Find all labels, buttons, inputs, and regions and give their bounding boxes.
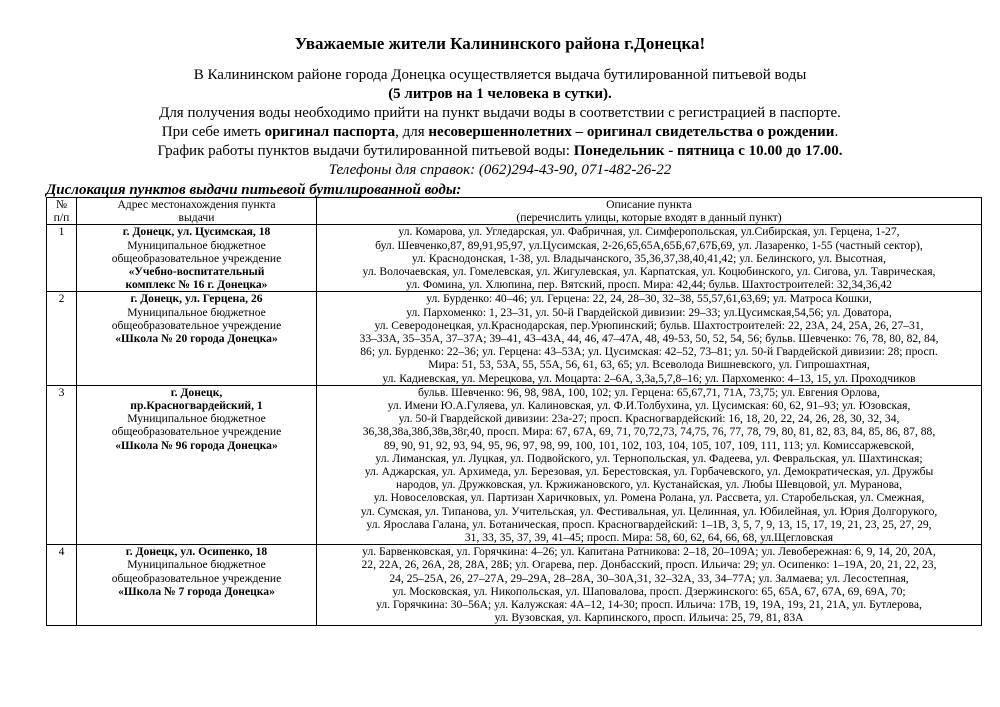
points-table bbox=[46, 197, 982, 626]
description-line: ул. Краснодонская, 1-38, ул. Владычанского, 35,36,37,38,40,41,42; ул. Белинского, ул. Высотная, bbox=[411, 251, 887, 265]
address-line: «Школа № 96 города Донецка» bbox=[115, 438, 278, 452]
row-number: 4 bbox=[47, 545, 77, 625]
address-line: г. Донецк, ул. Цусимская, 18 bbox=[122, 225, 271, 239]
description-line: 89, 90, 91, 92, 93, 94, 95, 96, 97, 98, 99, 100, 101, 102, 103, 104, 105, 107, 109, 111, 113; ул. Комиссаржевской, bbox=[383, 438, 915, 452]
address-line: «Учебно-воспитательный bbox=[128, 265, 265, 279]
description-line: ул. Горячкина: 30–56А; ул. Калужская: 4А–12, 14-30; просп. Ильича: 17В, 19, 19А, 19з, 21, 21А, ул. Бутлерова, bbox=[376, 598, 922, 612]
address-line: «Школа № 20 города Донецка» bbox=[115, 332, 278, 346]
row-description bbox=[317, 385, 982, 544]
row-description bbox=[317, 225, 982, 292]
page-title: Уважаемые жители Калининского района г.Донецка! bbox=[294, 34, 706, 53]
description-line: ул. Сумская, ул. Типанова, ул. Учительская, ул. Фестивальная, ул. Целинная, ул. Юбилейная, ул. Юрия Долгорукого, bbox=[360, 504, 938, 518]
description-line: 33–33А, 35–35А, 37–37А; 39–41, 43–43А, 44, 46, 47–47А, 48, 49-53, 50, 52, 54, 56; бульв. Шевченко: 76, 78, 80, 82, 84, bbox=[359, 332, 939, 346]
description-line: 22, 22А, 26, 26А, 28, 28А, 28Б; ул. Огарева, пер. Донбасский, просп. Ильича: 29; ул. Осипенко: 1–19А, 20, 21, 22, 23, bbox=[361, 558, 937, 572]
table-row bbox=[47, 225, 982, 292]
intro-l4a: При себе иметь bbox=[161, 124, 265, 140]
table-subtitle: Дислокация пунктов выдачи питьевой бутилированной воды: bbox=[46, 182, 462, 198]
address-line: «Школа № 7 города Донецка» bbox=[118, 584, 275, 598]
description-line: ул. Новоселовская, ул. Партизан Хаpичковых, ул. Ромена Ролана, ул. Рассвета, ул. Старобельская, ул. Смежная, bbox=[373, 491, 925, 505]
description-line: ул. Кадиевская, ул. Мерецкова, ул. Моцарта: 2–6А, 3,3а,5,7,8–16; ул. Пархоменко: 4–13, 15, ул. Проходчиков bbox=[382, 371, 916, 385]
intro-l4d: несовершеннолетних – оригинал свидетельства о рождении bbox=[428, 124, 835, 140]
row-address bbox=[77, 545, 317, 625]
intro-l4e: . bbox=[834, 124, 839, 140]
header-desc bbox=[317, 198, 982, 225]
description-line: 31, 33, 35, 37, 39, 41–45; просп. Мира: 58, 60, 62, 64, 66, 68, ул.Щегловская bbox=[464, 531, 834, 545]
description-line: ул. Волочаевская, ул. Гомелевская, ул. Жигулевская, ул. Карпатская, ул. Коцюбинского, ул. Сигова, ул. Таврическая, bbox=[362, 265, 936, 279]
row-address bbox=[77, 225, 317, 292]
description-line: ул. Фомина, ул. Хлюпина, пер. Вятский, просп. Мира: 42,44; бульв. Шахтостроителей: 32,34,36,42 bbox=[406, 278, 892, 292]
description-line: бул. Шевченко,87, 89,91,95,97, ул.Цусимская, 2-26,65,65А,65Б,67,67Б,69, ул. Лазаренко, 1-55 (частный сектор), bbox=[375, 238, 923, 252]
description-line: ул. Имени Ю.А.Гуляева, ул. Калиновская, ул. Ф.И.Толбухина, ул. Цусимская: 60, 62, 91–93; ул. Юзовская, bbox=[387, 399, 911, 413]
table-row bbox=[47, 545, 982, 625]
description-line: ул. Ярослава Галана, ул. Ботаническая, просп. Красногвардейский: 1–1В, 3, 5, 7, 9, 13, 15, 17, 19, 21, 23, 25, 27, 29, bbox=[366, 517, 932, 531]
description-line: ул. Пархоменко: 1, 23–31, ул. 50-й Гвардейской дивизии: 29–33; ул.Цусимская,54,56; ул. Доватора, bbox=[406, 305, 892, 319]
address-line: комплекс № 16 г. Донецка» bbox=[125, 278, 268, 292]
intro-l5a: График работы пунктов выдачи бутилированной питьевой воды: bbox=[157, 143, 574, 159]
address-line: общеобразовательное учреждение bbox=[111, 571, 282, 585]
row-number: 1 bbox=[47, 225, 77, 292]
address-line: г. Донецк, bbox=[170, 385, 223, 399]
header-num-1: № bbox=[55, 198, 68, 211]
table-row bbox=[47, 292, 982, 385]
header-addr bbox=[77, 198, 317, 225]
row-description bbox=[317, 545, 982, 625]
intro-l4c: , для bbox=[395, 124, 429, 140]
description-line: ул. Барвенковская, ул. Горячкина: 4–26; ул. Капитана Ратникова: 2–18, 20–109А; ул. Левобережная: 6, 9, 14, 20, 20А, bbox=[362, 545, 936, 559]
address-line: общеобразовательное учреждение bbox=[111, 425, 282, 439]
intro-block bbox=[0, 66, 1000, 180]
description-line: ул. Северодонецкая, ул.Краснодарская, пер.Урюпинский; бульв. Шахтостроителей: 22, 23А, 24, 25А, 26, 27–31, bbox=[374, 318, 924, 332]
address-line: Муниципальное бюджетное bbox=[127, 412, 266, 426]
phones-line: Телефоны для справок: (062)294-43-90, 071-482-26-22 bbox=[328, 162, 672, 178]
address-line: Муниципальное бюджетное bbox=[127, 238, 266, 252]
intro-l4b: оригинал паспорта bbox=[264, 124, 396, 140]
intro-line-5 bbox=[0, 142, 1000, 161]
header-desc-2: (перечислить улицы, которые входят в данный пункт) bbox=[516, 211, 782, 225]
row-description bbox=[317, 292, 982, 385]
address-line: общеобразовательное учреждение bbox=[111, 318, 282, 332]
description-line: Мира: 51, 53, 53А, 55, 55А, 56, 61, 63, 65; ул. Всеволода Вишневского, ул. Гипрошахтная, bbox=[428, 358, 870, 372]
intro-line-3: Для получения воды необходимо прийти на пункт выдачи воды в соответствии с регистрацией в паспорте. bbox=[159, 105, 841, 121]
description-line: 36,38,38а,38б,38в,38г,40, просп. Мира: 67, 67А, 69, 71, 70,72,73, 74,75, 76, 77, 78, 79, 80, 81, 82, 83, 84, 85, 86, 87, 88, bbox=[362, 425, 936, 439]
description-line: ул. Бурденко: 40–46; ул. Герцена: 22, 24, 28–30, 32–38, 55,57,61,63,69; ул. Матроса Кошки, bbox=[426, 292, 872, 306]
address-line: г. Донецк, ул. Осипенко, 18 bbox=[125, 545, 268, 559]
row-address bbox=[77, 385, 317, 544]
description-line: ул. Аджарская, ул. Архимеда, ул. Березовая, ул. Берестовская, ул. Горбачевского, ул. Демократическая, ул. Дружбы bbox=[364, 465, 934, 479]
header-num-2: п/п bbox=[53, 211, 70, 225]
description-line: ул. Вузовская, ул. Карпинского, просп. Ильича: 25, 79, 81, 83А bbox=[494, 611, 804, 625]
header-num bbox=[47, 198, 77, 225]
description-line: 86; ул. Бурденко: 22–36; ул. Герцена: 43–53А; ул. Цусимская: 42–52, 73–81; ул. 50-й Гвардейской дивизии: 28; просп. bbox=[360, 345, 938, 359]
description-line: ул. Комарова, ул. Угледарская, ул. Фабричная, ул. Симферопольская, ул.Сибирская, ул. Герцена, 1-27, bbox=[398, 225, 900, 239]
intro-line-2: (5 литров на 1 человека в сутки). bbox=[388, 86, 612, 102]
intro-l5b: Понедельник - пятница с 10.00 до 17.00. bbox=[573, 143, 843, 159]
address-line: г. Донецк, ул. Герцена, 26 bbox=[130, 292, 263, 306]
table-header-row bbox=[47, 198, 982, 225]
row-number: 2 bbox=[47, 292, 77, 385]
row-address bbox=[77, 292, 317, 385]
address-line: Муниципальное бюджетное bbox=[127, 305, 266, 319]
row-number: 3 bbox=[47, 385, 77, 544]
description-line: ул. Лиманская, ул. Луцкая, ул. Подвойского, ул. Тернопольская, ул. Фадеева, ул. Февральская, ул. Шахтинская; bbox=[375, 451, 923, 465]
header-desc-1: Описание пункта bbox=[606, 198, 692, 211]
intro-line-1: В Калининском районе города Донецка осуществляется выдача бутилированной питьевой воды bbox=[193, 67, 807, 83]
header-addr-2: выдачи bbox=[178, 211, 215, 225]
header-addr-1: Адрес местонахождения пункта bbox=[117, 198, 276, 211]
address-line: общеобразовательное учреждение bbox=[111, 251, 282, 265]
address-line: пр.Красногвардейский, 1 bbox=[130, 399, 263, 413]
address-line: Муниципальное бюджетное bbox=[127, 558, 266, 572]
description-line: бульв. Шевченко: 96, 98, 98А, 100, 102; ул. Герцена: 65,67,71, 71А, 73,75; ул. Евгения Орлова, bbox=[418, 385, 880, 399]
table-row bbox=[47, 385, 982, 544]
intro-line-4 bbox=[0, 123, 1000, 142]
description-line: ул. Московская, ул. Никопольская, ул. Шаповалова, просп. Дзержинского: 65, 65А, 67, 67А, 69, 69А, 70; bbox=[392, 584, 906, 598]
description-line: ул. 50-й Гвардейской дивизии: 23а-27; просп. Красногвардейский: 16, 18, 20, 22, 24, 26, 28, 30, 32, 34, bbox=[398, 412, 900, 426]
description-line: народов, ул. Дружковская, ул. Кржижановского, ул. Кустанайская, ул. Любы Шевцовой, ул. Муранова, bbox=[396, 478, 902, 492]
description-line: 24, 25–25А, 26, 27–27А, 29–29А, 28–28А, 30–30А,31, 32–32А, 33, 34–77А; ул. Залмаева; ул. Лесостепная, bbox=[389, 571, 909, 585]
